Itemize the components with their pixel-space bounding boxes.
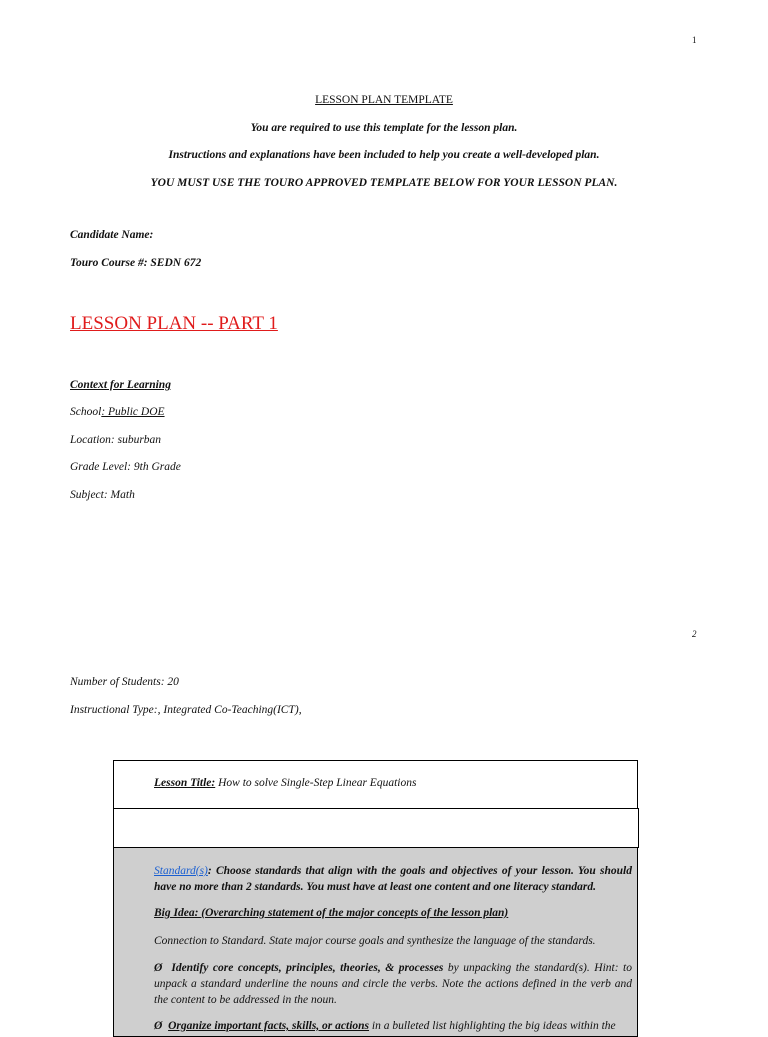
page-number: 1 xyxy=(692,35,697,45)
bullet-item-2 xyxy=(154,1018,632,1034)
lesson-title-label: Lesson Title: xyxy=(154,777,216,789)
location-line: Location: suburban xyxy=(70,434,162,446)
lesson-title-line xyxy=(154,777,416,789)
standards-paragraph xyxy=(154,863,632,895)
grade-level-line: Grade Level: 9th Grade xyxy=(70,461,181,473)
connection-to-standard: Connection to Standard. State major course goals and synthesize the language of the standards. xyxy=(154,935,596,947)
bullet-1-text: by unpacking the standard(s). Hint: to unpack a standard underline the nouns and circle the verbs. Note the actions defined in the verb and the content to be addressed in the noun. xyxy=(154,962,632,1006)
part-heading: LESSON PLAN -- PART 1 xyxy=(70,313,278,334)
intro-line-3: YOU MUST USE THE TOURO APPROVED TEMPLATE BELOW FOR YOUR LESSON PLAN. xyxy=(150,177,618,189)
intro-line-1: You are required to use this template for the lesson plan. xyxy=(250,122,518,134)
bullet-2-text: in a bulleted list highlighting the big ideas within the xyxy=(369,1020,616,1032)
lesson-title-value: How to solve Single-Step Linear Equations xyxy=(215,777,417,789)
number-of-students: Number of Students: 20 xyxy=(70,676,179,688)
standards-link[interactable]: Standard(s) xyxy=(154,865,208,877)
course-number: Touro Course #: SEDN 672 xyxy=(70,257,202,269)
school-line xyxy=(70,406,165,418)
bullet-1-bold: Identify core concepts, principles, theories, & processes xyxy=(171,962,444,974)
empty-table-row xyxy=(113,808,639,848)
bullet-arrow-icon: Ø xyxy=(154,962,163,974)
document-title: LESSON PLAN TEMPLATE xyxy=(315,94,453,106)
bullet-2-bold: Organize important facts, skills, or actions xyxy=(168,1020,370,1032)
big-idea: Big Idea: (Overarching statement of the major concepts of the lesson plan) xyxy=(154,907,509,919)
standards-text: : Choose standards that align with the goals and objectives of your lesson. You should have no more than 2 standards. You must have at least one content and one literacy standard. xyxy=(154,865,632,893)
context-heading: Context for Learning xyxy=(70,379,171,391)
school-label: School xyxy=(70,406,102,418)
page-number: 2 xyxy=(692,629,697,639)
school-value: : Public DOE xyxy=(101,406,165,418)
intro-line-2: Instructions and explanations have been included to help you create a well-developed plan. xyxy=(168,149,600,161)
bullet-item-1 xyxy=(154,960,632,1008)
instructional-type: Instructional Type:, Integrated Co-Teaching(ICT), xyxy=(70,704,302,716)
subject-line: Subject: Math xyxy=(70,489,135,501)
bullet-arrow-icon: Ø xyxy=(154,1020,163,1032)
lesson-title-box xyxy=(113,760,638,809)
standards-box xyxy=(113,847,638,1037)
candidate-name: Candidate Name: xyxy=(70,229,154,241)
